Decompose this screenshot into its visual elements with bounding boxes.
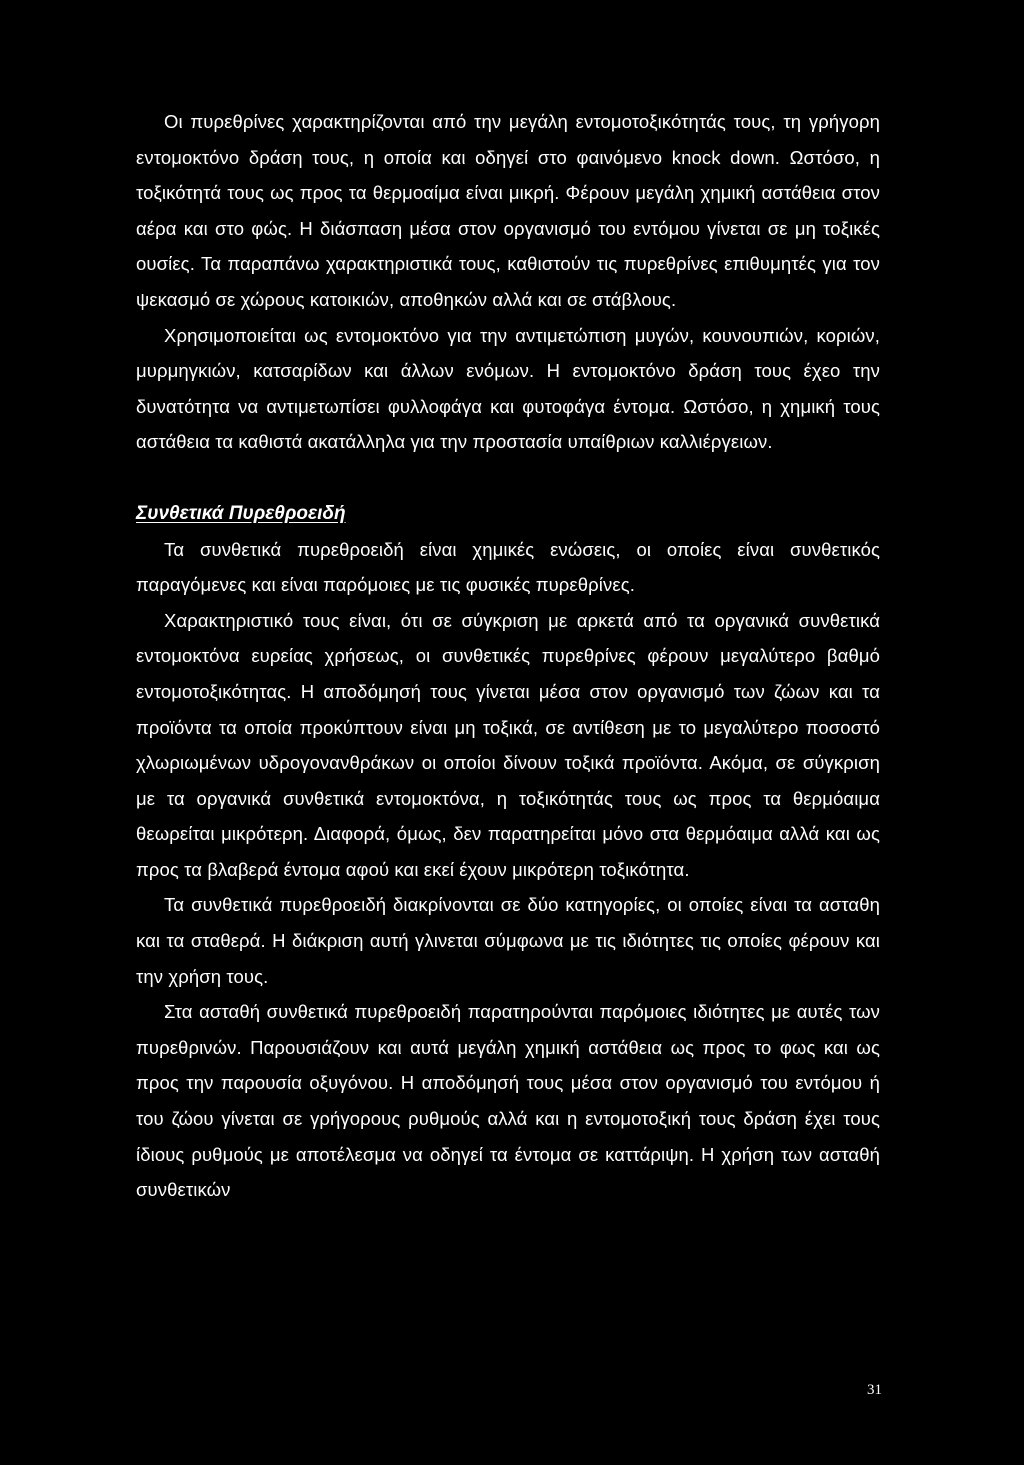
- paragraph-unstable-pyrethroids: Στα ασταθή συνθετικά πυρεθροειδή παρατηρούνται παρόμοιες ιδιότητες με αυτές των πυρεθρινών. Παρουσιάζουν και αυτά μεγάλη χημική αστάθεια ως προς το φως και ως προς την παρουσία οξυγόνου. Η αποδόμησή τους μέσα στον οργανισμό του εντόμου ή του ζώου γίνεται σε γρήγορους ρυθμούς αλλά και η εντομοτοξική τους δράση έχει τους ίδιους ρυθμούς με αποτέλεσμα να οδηγεί τα έντομα σε καττάριψη. Η χρήση των ασταθή συνθετικών: [136, 1001, 880, 1201]
- paragraph-synthetic-characteristics: Χαρακτηριστικό τους είναι, ότι σε σύγκριση με αρκετά από τα οργανικά συνθετικά εντομοκτόνα ευρείας χρήσεως, οι συνθετικές πυρεθρίνες φέρουν μεγαλύτερο βαθμό εντομοτοξικότητας. Η αποδόμησή τους γίνεται μέσα στον οργανισμό των ζώων και τα προϊόντα τα οποία προκύπτουν είναι μη τοξικά, σε αντίθεση με το μεγαλύτερο ποσοστό χλωριωμένων υδρογονανθράκων οι οποίοι δίνουν τοξικά προϊόντα. Ακόμα, σε σύγκριση με τα οργανικά συνθετικά εντομοκτόνα, η τοξικότητάς τους ως προς τα θερμόαιμα θεωρείται μικρότερη. Διαφορά, όμως, δεν παρατηρείται μόνο στα θερμόαιμα αλλά και ως προς τα βλαβερά έντομα αφού και εκεί έχουν μικρότερη τοξικότητα.: [136, 609, 880, 880]
- page-number: 31: [867, 1382, 882, 1398]
- paragraph-synthetic-categories: Τα συνθετικά πυρεθροειδή διακρίνονται σε δύο κατηγορίες, οι οποίες είναι τα ασταθη και τα σταθερά. Η διάκριση αυτή γλινεται σύμφωνα με τις ιδιότητες τις οποίες φέρουν και την χρήση τους.: [136, 894, 880, 987]
- section-heading-synthetic-pyrethroids: Συνθετικά Πυρεθροειδή: [136, 502, 346, 524]
- paragraph-pyrethrins-uses: Χρησιμοποιείται ως εντομοκτόνο για την αντιμετώπιση μυγών, κουνουπιών, κοριών, μυρμηγκιών, κατσαρίδων και άλλων ενόμων. Η εντομοκτόνο δράση τους έχεο την δυνατότητα να αντιμετωπίσει φυλλοφάγα και φυτοφάγα έντομα. Ωστόσο, η χημική τους αστάθεια τα καθιστά ακατάλληλα για την προστασία υπαίθριων καλλιέργειων.: [136, 324, 880, 453]
- paragraph-pyrethrins-properties: Οι πυρεθρίνες χαρακτηρίζονται από την μεγάλη εντομοτοξικότητάς τους, τη γρήγορη εντομοκτόνο δράση τους, η οποία και οδηγεί στο φαινόμενο knock down. Ωστόσο, η τοξικότητά τους ως προς τα θερμοαίμα είναι μικρή. Φέρουν μεγάλη χημική αστάθεια στον αέρα και στο φώς. Η διάσπαση μέσα στον οργανισμό του εντόμου γίνεται σε μη τοξικές ουσίες. Τα παραπάνω χαρακτηριστικά τους, καθιστούν τις πυρεθρίνες επιθυμητές για τον ψεκασμό σε χώρους κατοικιών, αποθηκών αλλά και σε στάβλους.: [136, 111, 880, 310]
- document-page: [136, 104, 880, 1208]
- paragraph-synthetic-definition: Τα συνθετικά πυρεθροειδή είναι χημικές ενώσεις, οι οποίες είναι συνθετικός παραγόμενες και είναι παρόμοιες με τις φυσικές πυρεθρίνες.: [136, 538, 880, 596]
